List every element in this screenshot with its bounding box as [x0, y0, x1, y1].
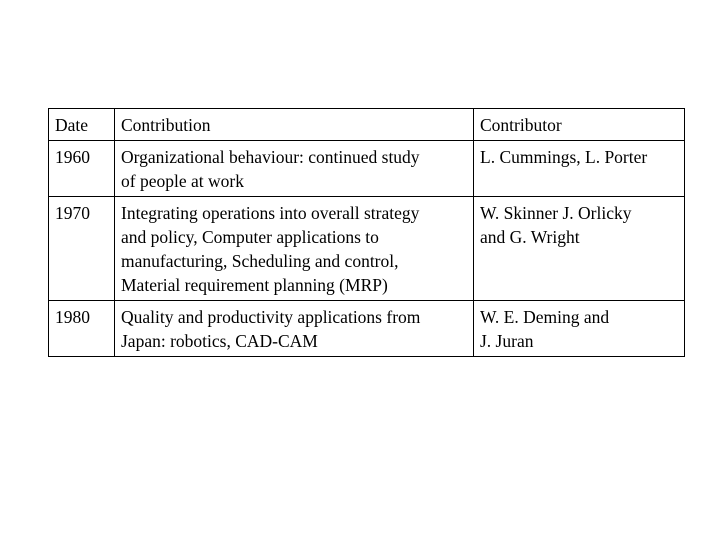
contribution-line: of people at work — [121, 171, 244, 191]
contributor-line: and G. Wright — [480, 227, 580, 247]
row-date: 1960 — [49, 141, 115, 197]
row-contributor — [474, 141, 685, 197]
contribution-line: and policy, Computer applications to — [121, 227, 379, 247]
row-date: 1980 — [49, 301, 115, 357]
table-header-row — [49, 109, 685, 141]
row-contribution — [115, 141, 474, 197]
row-contribution — [115, 301, 474, 357]
header-contribution: Contribution — [115, 109, 474, 141]
row-date: 1970 — [49, 197, 115, 301]
contributor-line: W. E. Deming and — [480, 307, 610, 327]
table-row — [49, 141, 685, 197]
header-contributor: Contributor — [474, 109, 685, 141]
contribution-line: Japan: robotics, CAD-CAM — [121, 331, 318, 351]
table-row — [49, 197, 685, 301]
contributor-line: W. Skinner J. Orlicky — [480, 203, 632, 223]
table-row — [49, 301, 685, 357]
header-date: Date — [49, 109, 115, 141]
row-contributor — [474, 301, 685, 357]
contribution-line: Integrating operations into overall strategy — [121, 203, 420, 223]
contribution-line: Organizational behaviour: continued study — [121, 147, 420, 167]
contribution-line: Quality and productivity applications from — [121, 307, 421, 327]
contributor-line: J. Juran — [480, 331, 534, 351]
row-contributor — [474, 197, 685, 301]
row-contribution — [115, 197, 474, 301]
contribution-line: manufacturing, Scheduling and control, — [121, 251, 399, 271]
contributions-table — [48, 108, 685, 357]
contributor-line: L. Cummings, L. Porter — [480, 147, 648, 167]
contribution-line: Material requirement planning (MRP) — [121, 275, 388, 295]
